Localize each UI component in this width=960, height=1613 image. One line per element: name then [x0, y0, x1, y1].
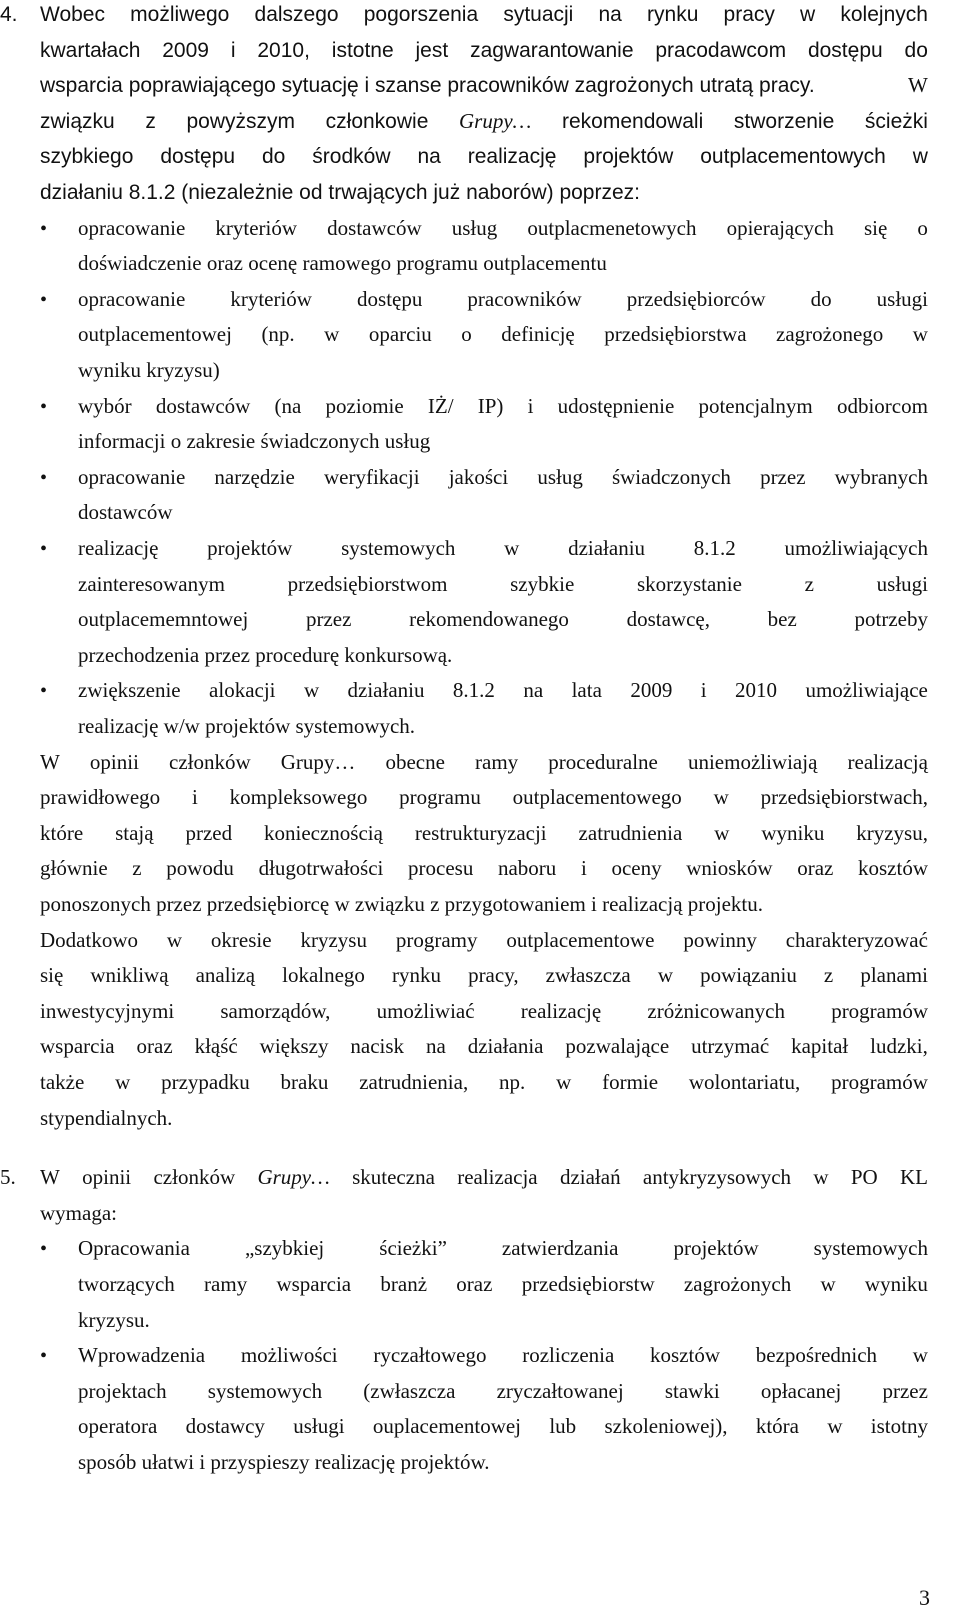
- word: przypadku: [161, 1070, 250, 1094]
- word: tworzących: [78, 1272, 175, 1296]
- word: działaniu: [568, 536, 646, 560]
- word: przez: [760, 464, 806, 489]
- word: umożliwiających: [784, 536, 928, 560]
- word: do: [262, 145, 286, 169]
- word: naboru: [497, 856, 557, 881]
- word: rekomendowali: [562, 109, 704, 133]
- paragraph-line: [40, 787, 928, 808]
- word: Wobec: [40, 3, 105, 26]
- word: zwiększenie: [78, 678, 181, 703]
- bullet-line: [78, 286, 928, 311]
- group-name-italic: Grupy…: [459, 108, 532, 133]
- word: 2010: [735, 678, 778, 703]
- word: utrzymać: [691, 1034, 770, 1059]
- word: programu: [399, 785, 481, 810]
- paragraph-line: [40, 108, 928, 133]
- word: formie: [602, 1070, 659, 1094]
- word: branż: [380, 1272, 428, 1296]
- word: która: [755, 1414, 799, 1439]
- word: PO: [850, 1165, 878, 1190]
- word: dostawcę,: [626, 607, 710, 632]
- paragraph-line: [40, 1072, 928, 1093]
- word: działaniu: [347, 678, 425, 703]
- paragraph-line: [40, 749, 928, 774]
- bullet-line: realizację w/w projektów systemowych.: [78, 714, 416, 738]
- word: i: [191, 785, 198, 810]
- word: weryfikacji: [323, 464, 420, 489]
- bullet-line: [78, 1416, 928, 1437]
- word: IP): [477, 393, 504, 418]
- word: opinii: [82, 1165, 132, 1190]
- word: usługi: [876, 571, 928, 596]
- word: ramy: [475, 749, 519, 774]
- word: się: [40, 963, 64, 988]
- word: szybkie: [510, 571, 575, 596]
- word: ścieżki”: [379, 1236, 447, 1261]
- word: w: [714, 820, 730, 845]
- bullet-dot: •: [40, 1345, 48, 1368]
- word: opłacanej: [760, 1378, 842, 1403]
- bullet-line: [78, 324, 928, 345]
- word: poziomie: [325, 393, 404, 418]
- word: wniosków: [686, 856, 773, 881]
- word: Grupy…: [280, 749, 356, 774]
- word: wsparcia: [40, 1034, 115, 1059]
- word: usługi: [876, 286, 928, 311]
- word: w: [324, 322, 340, 347]
- word: ouplacementowej: [372, 1414, 522, 1439]
- word: 2009: [162, 38, 209, 62]
- word: kryteriów: [215, 215, 298, 240]
- word: kryzysu,: [856, 820, 928, 845]
- word: kosztów: [650, 1343, 721, 1368]
- word: z: [804, 571, 814, 596]
- word: na: [425, 1034, 446, 1059]
- word: obecne: [385, 749, 445, 774]
- word: bezpośrednich: [755, 1343, 878, 1368]
- word: zagwarantowanie: [470, 38, 634, 62]
- word: pracy: [723, 3, 775, 26]
- word: w: [556, 1070, 572, 1094]
- word: umożliwiać: [376, 998, 475, 1023]
- word: outplacementowego: [512, 785, 682, 810]
- word: dostępu: [357, 286, 423, 311]
- word: przedsiębiorstwom: [287, 571, 448, 596]
- word: opracowanie: [78, 215, 186, 240]
- word: członków: [169, 749, 251, 774]
- word: oparciu: [368, 322, 432, 347]
- word: realizację: [467, 145, 557, 169]
- bullet-line: [78, 1345, 928, 1366]
- paragraph-line: [40, 4, 928, 25]
- word: np.: [499, 1070, 526, 1094]
- word: alokacji: [209, 678, 276, 703]
- word: wybór: [78, 393, 132, 418]
- word: proceduralne: [548, 749, 658, 774]
- word: przez: [882, 1378, 928, 1403]
- word: ludzki,: [870, 1034, 928, 1059]
- word: projektach: [78, 1378, 167, 1403]
- paragraph-line: stypendialnych.: [40, 1105, 173, 1130]
- word: opracowanie: [78, 464, 186, 489]
- word: na: [417, 145, 441, 169]
- word: odbiorcom: [836, 393, 928, 418]
- bullet-line: dostawców: [78, 500, 173, 525]
- paragraph-line: [40, 858, 928, 879]
- bullet-dot: •: [40, 288, 48, 311]
- word: realizacją: [847, 749, 928, 774]
- word: przedsiębiorców: [626, 286, 766, 311]
- word: w: [912, 1343, 928, 1368]
- word: głównie: [40, 856, 108, 881]
- bullet-line: [78, 680, 928, 701]
- word: realizację: [520, 998, 602, 1023]
- word: w: [827, 1414, 843, 1439]
- word: przedsiębiorstwa: [604, 322, 747, 347]
- word: w: [820, 1272, 836, 1296]
- word: restrukturyzacji: [414, 820, 547, 845]
- word: zryczałtowanej: [496, 1378, 624, 1403]
- word: większy: [259, 1034, 329, 1059]
- word: w: [813, 1165, 829, 1190]
- word: kwartałach: [40, 38, 141, 62]
- word: Wprowadzenia: [78, 1343, 206, 1368]
- bullet-line: przechodzenia przez procedurę konkursową.: [78, 642, 453, 667]
- word: pracowników: [467, 286, 582, 311]
- word: na: [523, 678, 544, 703]
- word: kryteriów: [230, 286, 312, 311]
- word: także: [40, 1070, 85, 1094]
- word: środków: [312, 145, 391, 169]
- word: oraz: [456, 1272, 493, 1296]
- word: outplacementowych: [700, 145, 886, 169]
- word: w: [657, 963, 673, 988]
- word: jest: [415, 38, 449, 62]
- word: nacisk: [350, 1034, 405, 1059]
- word: stają: [115, 820, 154, 845]
- bullet-line: [78, 571, 928, 596]
- word: potencjalnym: [698, 393, 813, 418]
- word: możliwości: [240, 1343, 338, 1368]
- paragraph-line: wsparcia poprawiającego sytuację i szanse pracowników zagrożonych utratą pracy.: [40, 74, 815, 98]
- word: W: [40, 1165, 60, 1190]
- word: członkowie: [325, 109, 429, 133]
- bullet-line: wyniku kryzysu): [78, 358, 220, 382]
- word: długotrwałości: [258, 856, 384, 881]
- word: ścieżki: [864, 109, 928, 133]
- word: operatora: [78, 1414, 158, 1439]
- word: braku: [280, 1070, 329, 1094]
- word: wyniku: [761, 820, 825, 845]
- word: związku: [40, 109, 115, 133]
- bullet-dot: •: [40, 680, 48, 703]
- word: które: [40, 820, 84, 845]
- word: umożliwiające: [805, 678, 928, 703]
- paragraph-line: wymaga:: [40, 1200, 117, 1225]
- section-number: 4.: [0, 3, 18, 26]
- bullet-line: [78, 464, 928, 489]
- bullet-line: informacji o zakresie świadczonych usług: [78, 429, 431, 454]
- word: lub: [549, 1414, 577, 1439]
- word: uniemożliwiają: [687, 749, 818, 774]
- bullet-line: [78, 609, 928, 630]
- word: w: [303, 678, 320, 703]
- bullet-line: [78, 215, 928, 240]
- word: i: [580, 856, 587, 881]
- word: kolejnych: [840, 3, 928, 26]
- word: w: [166, 927, 183, 952]
- word: analizą: [195, 963, 256, 988]
- bullet-line: [78, 1378, 928, 1403]
- paragraph-line: ponoszonych przez przedsiębiorcę w związku z przygotowaniem i realizacją projektu.: [40, 892, 764, 916]
- word: w: [800, 3, 816, 26]
- word: możliwego: [130, 3, 230, 26]
- word: rozliczenia: [522, 1343, 615, 1368]
- paragraph-line: [40, 820, 928, 845]
- word: w: [912, 145, 928, 169]
- word: w: [713, 785, 729, 810]
- paragraph-line: [40, 965, 928, 986]
- word: realizację: [78, 536, 159, 560]
- word: Dodatkowo: [40, 927, 138, 952]
- word: przedsiębiorstwach,: [760, 785, 928, 810]
- word: przed: [185, 820, 233, 845]
- word: o: [461, 322, 472, 347]
- paragraph-line: [40, 146, 928, 167]
- word: projektów: [207, 536, 293, 560]
- bullet-line: [78, 1238, 928, 1259]
- word: szkoleniowej),: [604, 1414, 728, 1439]
- word: systemowych: [341, 536, 456, 560]
- word: charakteryzować: [785, 927, 928, 952]
- word: w: [912, 322, 928, 347]
- word: potrzeby: [854, 607, 928, 632]
- word: i: [527, 393, 534, 418]
- word: zatwierdzania: [501, 1236, 619, 1261]
- word: 2010,: [257, 38, 310, 62]
- word: „szybkiej: [244, 1236, 325, 1261]
- word: rynku: [647, 3, 699, 26]
- bullet-dot: •: [40, 217, 48, 240]
- word: dalszego: [254, 3, 339, 26]
- word: projektów: [583, 145, 674, 169]
- word: 8.1.2: [452, 678, 495, 703]
- word: bez: [767, 607, 797, 632]
- word: członków: [153, 1165, 236, 1190]
- word: świadczonych: [611, 464, 731, 489]
- word: pracy,: [468, 963, 519, 988]
- bullet-dot: •: [40, 395, 48, 418]
- word: stawki: [664, 1378, 720, 1403]
- word: wsparcia: [276, 1272, 352, 1296]
- word: pogorszenia: [363, 3, 479, 26]
- word: działania: [467, 1034, 544, 1059]
- word: w: [504, 536, 520, 560]
- word: i: [700, 678, 707, 703]
- bullet-line: [78, 393, 928, 418]
- word: kłąść: [194, 1034, 238, 1059]
- word: z: [145, 109, 156, 133]
- word: kapitał: [791, 1034, 849, 1059]
- word: z: [823, 963, 834, 988]
- word: zatrudnienia,: [359, 1070, 469, 1094]
- word: i: [230, 38, 236, 62]
- word: narzędzie: [214, 464, 295, 489]
- word: procesu: [408, 856, 474, 881]
- bullet-dot: •: [40, 1238, 48, 1261]
- bullet-line: [78, 538, 928, 559]
- word: kosztów: [858, 856, 928, 881]
- paragraph-line: [40, 40, 928, 61]
- word: definicję: [501, 322, 575, 347]
- word: udostępnienie: [557, 393, 675, 418]
- paragraph-line: działaniu 8.1.2 (niezależnie od trwających już naborów) poprzez:: [40, 181, 640, 204]
- word: projektów: [673, 1236, 759, 1261]
- word: IŻ/: [427, 393, 454, 418]
- word: W: [40, 749, 60, 774]
- word: zagrożonego: [776, 322, 884, 347]
- word: w: [115, 1070, 131, 1094]
- word: dostawców: [327, 215, 422, 240]
- word: się: [863, 215, 888, 240]
- word: powiązaniu: [700, 963, 797, 988]
- word: samorządów,: [220, 998, 331, 1023]
- word: istotne: [331, 38, 394, 62]
- word: o: [917, 215, 928, 240]
- word: pracodawcom: [655, 38, 787, 62]
- word: dostępu: [807, 38, 883, 62]
- word: zagrożonych: [683, 1272, 792, 1296]
- word: kompleksowego: [229, 785, 368, 810]
- paragraph-line: [40, 1036, 928, 1057]
- word: antykryzysowych: [642, 1165, 792, 1190]
- word: wyniku: [864, 1272, 928, 1296]
- word: zróżnicowanych: [647, 998, 785, 1023]
- word: kryzysu: [300, 927, 367, 952]
- word: dostawcy: [185, 1414, 265, 1439]
- word: pozwalające: [565, 1034, 670, 1059]
- word: lata: [571, 678, 602, 703]
- word: wnikliwą: [90, 963, 169, 988]
- word: programów: [831, 1070, 928, 1094]
- word: rynku: [392, 963, 441, 988]
- word: 2009: [630, 678, 673, 703]
- word: skuteczna: [352, 1165, 435, 1190]
- word: outplacememntowej: [78, 607, 249, 632]
- word: usług: [537, 464, 583, 489]
- bullet-dot: •: [40, 466, 48, 489]
- word: (na: [274, 393, 302, 418]
- word: zatrudnienia: [578, 820, 683, 845]
- word: 8.1.2: [693, 536, 736, 560]
- word: przez: [305, 607, 352, 632]
- word: inwestycyjnymi: [40, 998, 175, 1023]
- word: programy: [395, 927, 478, 952]
- word: działań: [559, 1165, 621, 1190]
- bullet-line: [78, 1274, 928, 1295]
- word: wolontariatu,: [688, 1070, 801, 1094]
- group-name-italic: Grupy…: [257, 1165, 330, 1190]
- word: ryczałtowego: [373, 1343, 487, 1368]
- word: opierających: [726, 215, 834, 240]
- word: outplacmenetowych: [527, 215, 697, 240]
- word: powodu: [166, 856, 234, 881]
- paragraph-line: [40, 998, 928, 1023]
- word: KL: [900, 1165, 928, 1190]
- word: ramy: [204, 1272, 248, 1296]
- word: usługi: [293, 1414, 345, 1439]
- word: systemowych: [207, 1378, 323, 1403]
- bullet-line: sposób ułatwi i przyspieszy realizację projektów.: [78, 1450, 490, 1474]
- word: oceny: [611, 856, 662, 881]
- paragraph-line: [40, 927, 928, 952]
- word: (np.: [261, 322, 295, 347]
- word: usług: [451, 215, 498, 240]
- word: zwłaszcza: [545, 963, 631, 988]
- word: oraz: [136, 1034, 173, 1059]
- word: programów: [831, 998, 928, 1023]
- word: koniecznością: [264, 820, 383, 845]
- word: dostawców: [155, 393, 251, 418]
- word: outplacementowej: [78, 322, 232, 347]
- word: powyższym: [186, 109, 296, 133]
- word: zainteresowanym: [78, 571, 225, 596]
- word: opracowanie: [78, 286, 186, 311]
- word: okresie: [210, 927, 272, 952]
- word: szybkiego: [40, 145, 134, 169]
- word: istotny: [870, 1414, 928, 1439]
- word: Opracowania: [78, 1236, 190, 1261]
- word: stworzenie: [733, 109, 835, 133]
- word: skorzystanie: [636, 571, 742, 596]
- word: rekomendowanego: [409, 607, 569, 632]
- word: planami: [860, 963, 928, 988]
- section-number: 5.: [0, 1165, 16, 1190]
- word: do: [810, 286, 832, 311]
- word: lokalnego: [282, 963, 365, 988]
- word: powinny: [683, 927, 757, 952]
- bullet-dot: •: [40, 538, 48, 560]
- word: oraz: [797, 856, 834, 881]
- paragraph-line: W: [908, 73, 928, 98]
- bullet-line: kryzysu.: [78, 1307, 150, 1332]
- word: (zwłaszcza: [363, 1378, 456, 1403]
- word: wybranych: [834, 464, 928, 489]
- word: sytuacji: [503, 3, 574, 26]
- word: prawidłowego: [40, 785, 161, 810]
- word: z: [132, 856, 142, 881]
- word: realizacja: [457, 1165, 538, 1190]
- paragraph-line: [40, 1167, 928, 1188]
- word: na: [598, 3, 622, 26]
- word: jakości: [448, 464, 509, 489]
- bullet-line: doświadczenie oraz ocenę ramowego programu outplacementu: [78, 251, 607, 276]
- word: przedsiębiorstw: [521, 1272, 655, 1296]
- word: opinii: [89, 749, 139, 774]
- word: do: [904, 38, 928, 62]
- page-number: 3: [919, 1585, 930, 1610]
- word: systemowych: [813, 1236, 928, 1261]
- word: dostępu: [160, 145, 236, 169]
- word: outplacementowe: [506, 927, 655, 952]
